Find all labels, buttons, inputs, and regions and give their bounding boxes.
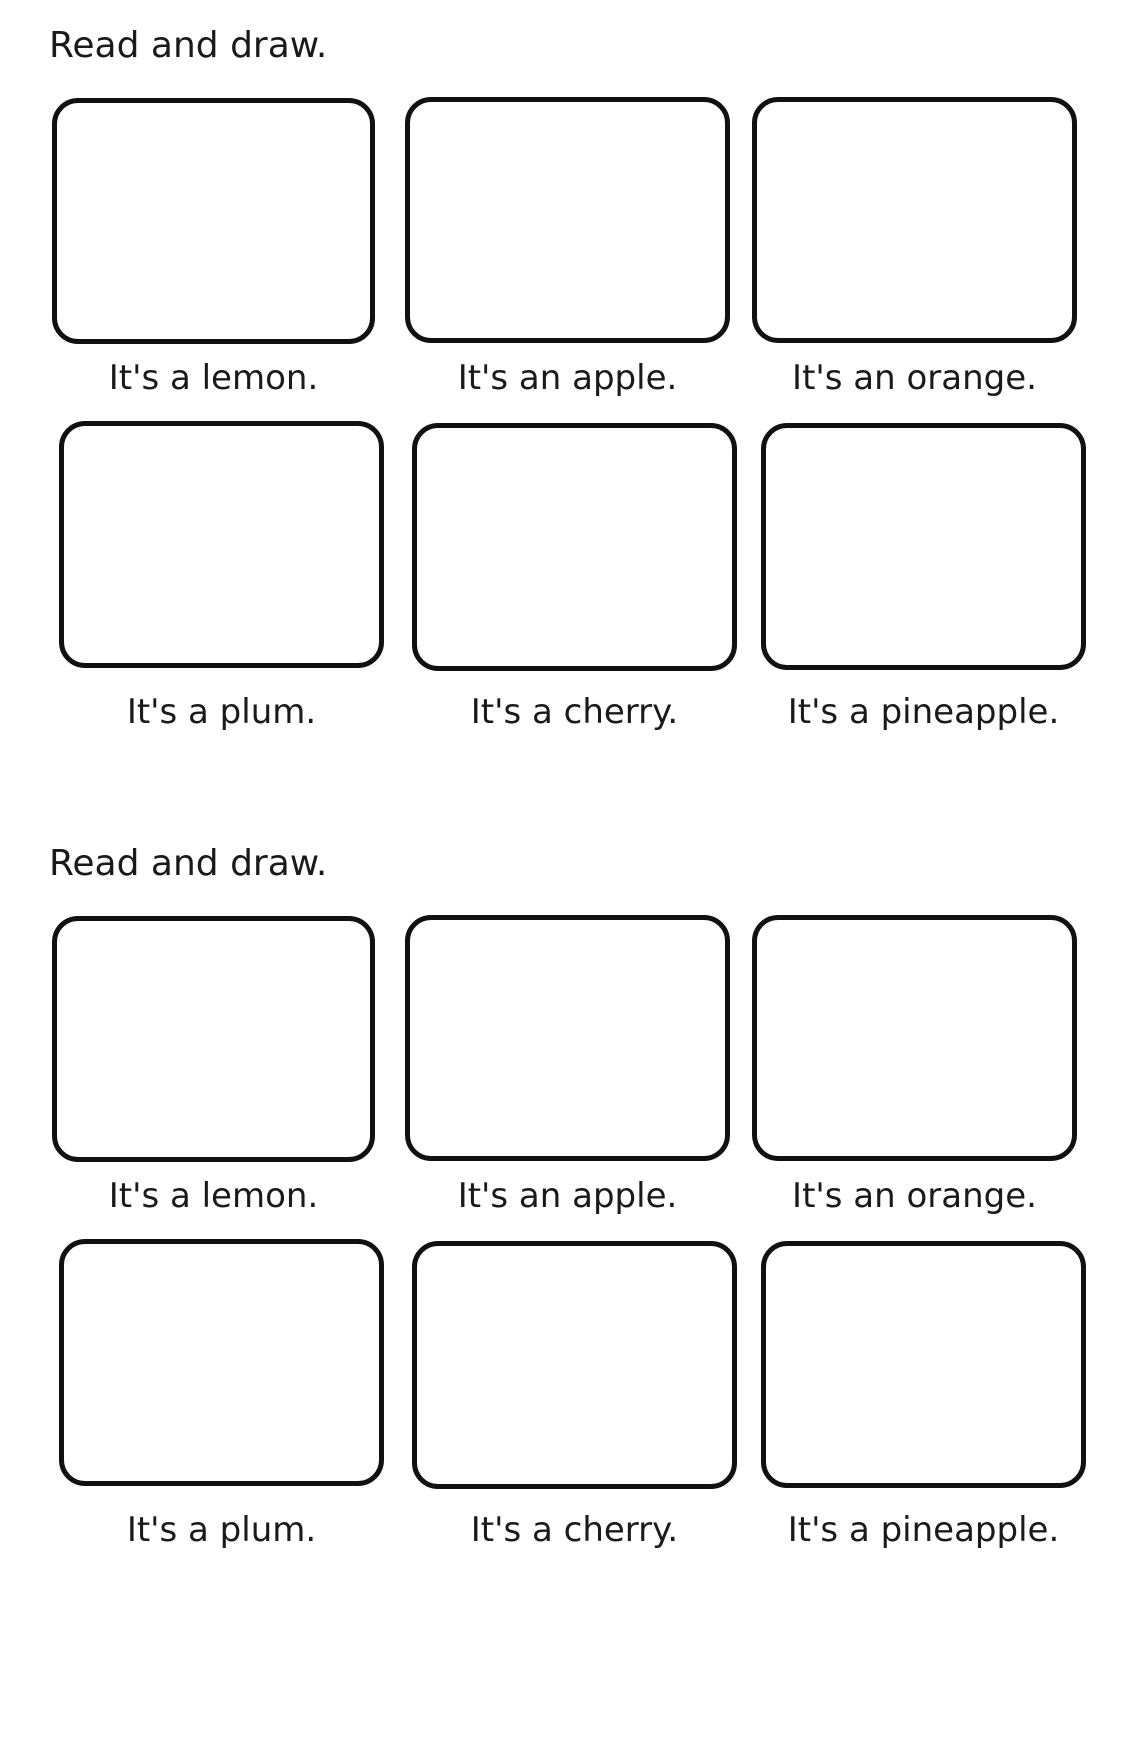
- drawing-box-orange[interactable]: [752, 97, 1077, 343]
- drawing-box-pineapple[interactable]: [761, 1241, 1086, 1488]
- drawing-box-pineapple[interactable]: [761, 423, 1086, 670]
- drawing-box-orange[interactable]: [752, 915, 1077, 1161]
- caption-apple: It's an apple.: [457, 358, 678, 398]
- instruction-heading: Read and draw.: [49, 843, 328, 884]
- drawing-box-plum[interactable]: [59, 1239, 384, 1486]
- caption-cherry: It's a cherry.: [470, 1510, 679, 1550]
- caption-cherry: It's a cherry.: [470, 692, 679, 732]
- caption-apple: It's an apple.: [457, 1176, 678, 1216]
- drawing-box-lemon[interactable]: [52, 98, 375, 344]
- caption-pineapple: It's a pineapple.: [787, 692, 1060, 732]
- drawing-box-cherry[interactable]: [412, 1241, 737, 1489]
- worksheet-1: [0, 0, 1143, 800]
- caption-orange: It's an orange.: [792, 358, 1037, 398]
- drawing-box-lemon[interactable]: [52, 916, 375, 1162]
- drawing-box-plum[interactable]: [59, 421, 384, 668]
- drawing-box-cherry[interactable]: [412, 423, 737, 671]
- instruction-heading: Read and draw.: [49, 25, 328, 66]
- caption-plum: It's a plum.: [126, 1510, 317, 1550]
- drawing-box-apple[interactable]: [405, 97, 730, 343]
- caption-orange: It's an orange.: [792, 1176, 1037, 1216]
- drawing-box-apple[interactable]: [405, 915, 730, 1161]
- worksheet-2: [0, 818, 1143, 1618]
- caption-plum: It's a plum.: [126, 692, 317, 732]
- caption-lemon: It's a lemon.: [108, 1176, 319, 1216]
- caption-lemon: It's a lemon.: [108, 358, 319, 398]
- caption-pineapple: It's a pineapple.: [787, 1510, 1060, 1550]
